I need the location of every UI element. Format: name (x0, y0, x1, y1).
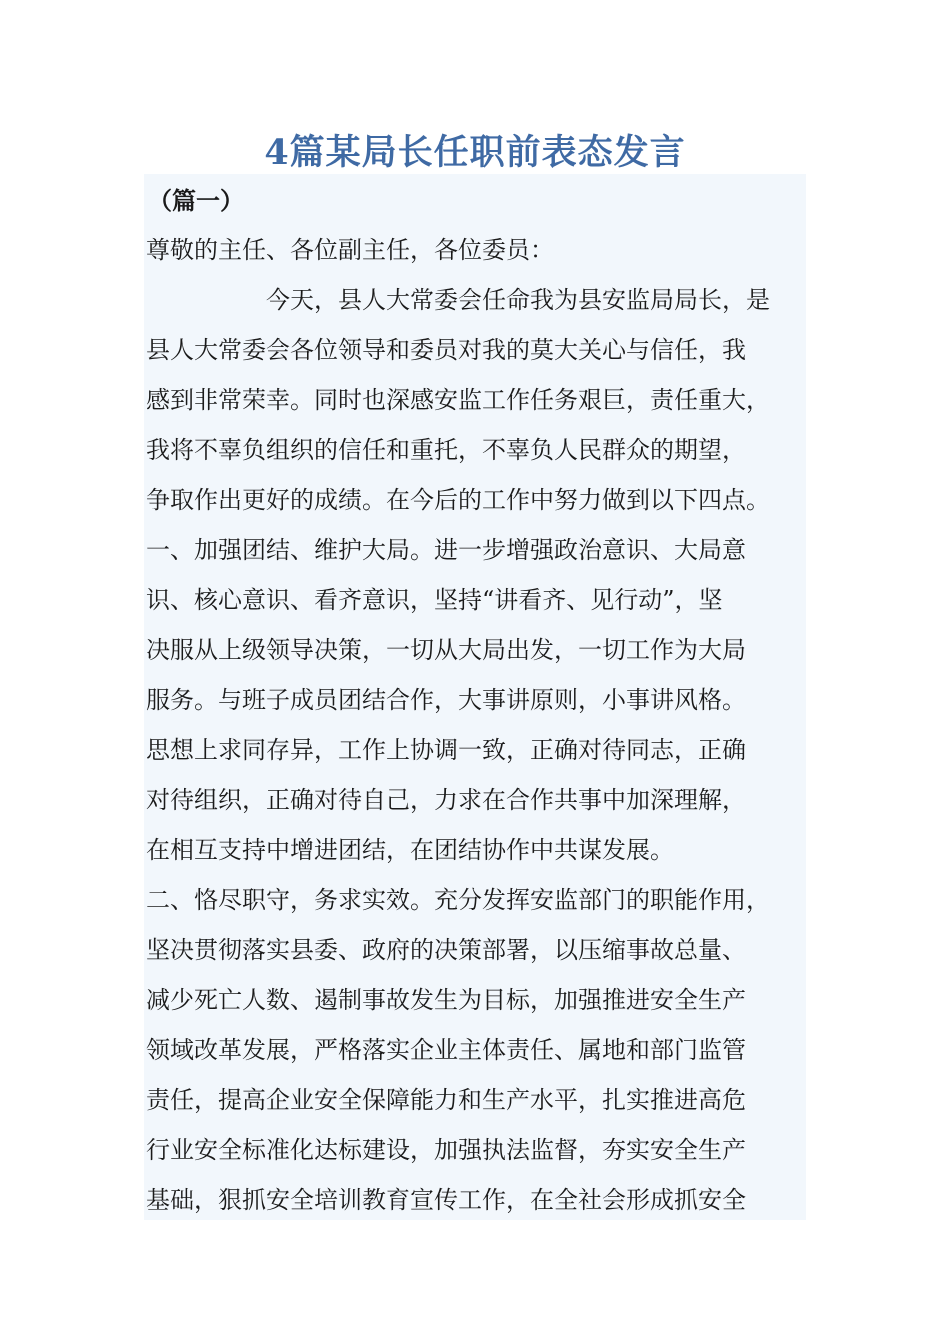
body-line: 思想上求同存异，工作上协调一致，正确对待同志，正确 (146, 736, 746, 764)
body-line: 决服从上级领导决策，一切从大局出发，一切工作为大局 (146, 636, 746, 664)
body-line: 我将不辜负组织的信任和重托，不辜负人民群众的期望， (146, 436, 746, 464)
body-line: 争取作出更好的成绩。在今后的工作中努力做到以下四点。 (146, 486, 770, 514)
body-line: 减少死亡人数、遏制事故发生为目标，加强推进安全生产 (146, 986, 746, 1014)
salutation-line: 尊敬的主任、各位副主任，各位委员： (146, 236, 554, 264)
body-line: 感到非常荣幸。同时也深感安监工作任务艰巨，责任重大， (146, 386, 770, 414)
body-line: 一、加强团结、维护大局。进一步增强政治意识、大局意 (146, 536, 746, 564)
body-line: 识、核心意识、看齐意识，坚持“讲看齐、见行动”，坚 (146, 586, 723, 614)
document-title: 4篇某局长任职前表态发言 (264, 132, 686, 173)
body-line: 今天，县人大常委会任命我为县安监局局长，是 (146, 286, 770, 314)
body-line: 二、恪尽职守，务求实效。充分发挥安监部门的职能作用， (146, 886, 770, 914)
body-line: 在相互支持中增进团结，在团结协作中共谋发展。 (146, 836, 674, 864)
body-line: 基础，狠抓安全培训教育宣传工作，在全社会形成抓安全 (146, 1186, 746, 1214)
section-label: （篇一） (148, 186, 244, 215)
body-text (146, 275, 808, 1225)
body-line: 坚决贯彻落实县委、政府的决策部署，以压缩事故总量、 (146, 936, 746, 964)
body-line: 对待组织，正确对待自己，力求在合作共事中加深理解， (146, 786, 746, 814)
salutation (146, 225, 808, 275)
body-line: 行业安全标准化达标建设，加强执法监督，夯实安全生产 (146, 1136, 746, 1164)
body-line: 县人大常委会各位领导和委员对我的莫大关心与信任，我 (146, 336, 746, 364)
body-line: 服务。与班子成员团结合作，大事讲原则，小事讲风格。 (146, 686, 746, 714)
body-line: 领域改革发展，严格落实企业主体责任、属地和部门监管 (146, 1036, 746, 1064)
body-line: 责任，提高企业安全保障能力和生产水平，扎实推进高危 (146, 1086, 746, 1114)
